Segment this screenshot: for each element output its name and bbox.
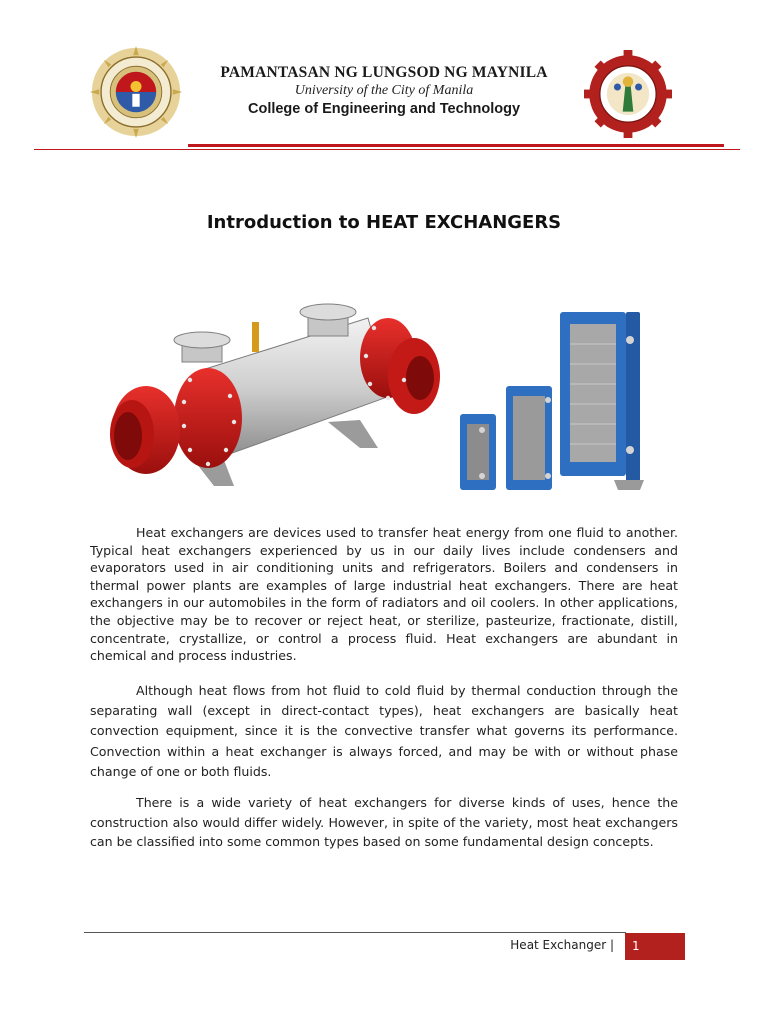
page-number: 1 [625, 933, 685, 960]
footer-rule [84, 932, 626, 933]
header-text [190, 64, 578, 117]
plm-seal-logo [90, 46, 182, 138]
paragraph-1: Heat exchangers are devices used to transfer heat energy from one fluid to another. Typical heat exchangers experienced by us in our daily lives include condensers and evaporators used in air conditioning units and refrigerators. Boilers and condensers in thermal power plants are examples of large industrial heat exchangers. There are heat exchangers in our automobiles in the form of radiators and oil coolers. In other applications, the objective may be to recover or reject heat, or sterilize, pasteurize, fractionate, distill, concentrate, crystallize, or control a process fluid. Heat exchangers are abundant in chemical and process industries. [90, 525, 678, 664]
university-name: PAMANTASAN NG LUNGSOD NG MAYNILA [220, 64, 548, 81]
shell-and-tube-heat-exchanger-image [98, 300, 444, 496]
college-name: College of Engineering and Technology [247, 101, 521, 117]
paragraph-3: There is a wide variety of heat exchangers for diverse kinds of uses, hence the construction also would differ widely. However, in spite of the variety, most heat exchangers can be classified into some common types based on some fundamental design concepts. [90, 795, 678, 850]
header-rule-thick [188, 144, 724, 147]
header-rule-thin [34, 149, 740, 150]
university-name-english: University of the City of Manila [294, 83, 474, 98]
footer-label: Heat Exchanger | [510, 938, 614, 952]
document-title: Introduction to HEAT EXCHANGERS [206, 212, 562, 233]
plate-heat-exchangers-image [454, 304, 684, 500]
cet-gear-seal-logo [584, 50, 672, 138]
paragraph-2: Although heat flows from hot fluid to cold fluid by thermal conduction through the separating wall (except in direct-contact types), heat exchangers are basically heat convection equipment, since it is the convective transfer what governs its performance. Convection within a heat exchanger is always forced, and may be with or without phase change of one or both fluids. [90, 683, 678, 779]
document-header [0, 0, 768, 160]
